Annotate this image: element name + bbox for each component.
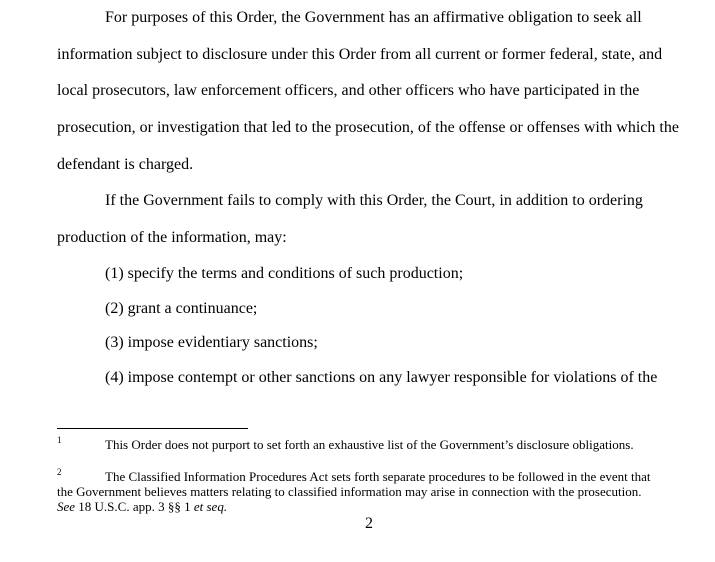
list-item-2: (2) grant a continuance; bbox=[105, 300, 258, 317]
paragraph-1-line-4: prosecution, or investigation that led to the prosecution, of the offense or offenses with which the bbox=[57, 119, 679, 136]
footnote-separator bbox=[57, 428, 248, 429]
citation-reference: 18 U.S.C. app. 3 §§ 1 bbox=[75, 499, 194, 514]
footnote-2-line-1: The Classified Information Procedures Act sets forth separate procedures to be followed in the event that bbox=[105, 469, 651, 484]
footnote-2-line-2: the Government believes matters relating to classified information may arise in connection with the prosecution. bbox=[57, 484, 642, 499]
paragraph-2-line-1: If the Government fails to comply with this Order, the Court, in addition to ordering bbox=[105, 192, 643, 209]
list-item-3: (3) impose evidentiary sanctions; bbox=[105, 334, 318, 351]
footnote-2-citation bbox=[57, 499, 227, 514]
list-item-1: (1) specify the terms and conditions of such production; bbox=[105, 265, 464, 282]
paragraph-1-line-1: For purposes of this Order, the Government has an affirmative obligation to seek all bbox=[105, 9, 642, 26]
footnote-1-text: This Order does not purport to set forth an exhaustive list of the Government’s disclosure obligations. bbox=[105, 437, 634, 452]
citation-signal: See bbox=[57, 499, 76, 514]
list-item-4: (4) impose contempt or other sanctions on any lawyer responsible for violations of the bbox=[105, 369, 658, 386]
paragraph-2-line-2: production of the information, may: bbox=[57, 229, 287, 246]
paragraph-1-line-3: local prosecutors, law enforcement officers, and other officers who have participated in the bbox=[57, 82, 640, 99]
footnote-2-marker: 2 bbox=[57, 467, 62, 477]
footnote-1-marker: 1 bbox=[57, 435, 62, 445]
citation-et-seq: et seq. bbox=[193, 499, 228, 514]
paragraph-1-line-2: information subject to disclosure under this Order from all current or former federal, state, and bbox=[57, 46, 663, 63]
paragraph-1-line-5: defendant is charged. bbox=[57, 156, 194, 173]
page-number: 2 bbox=[365, 515, 373, 532]
